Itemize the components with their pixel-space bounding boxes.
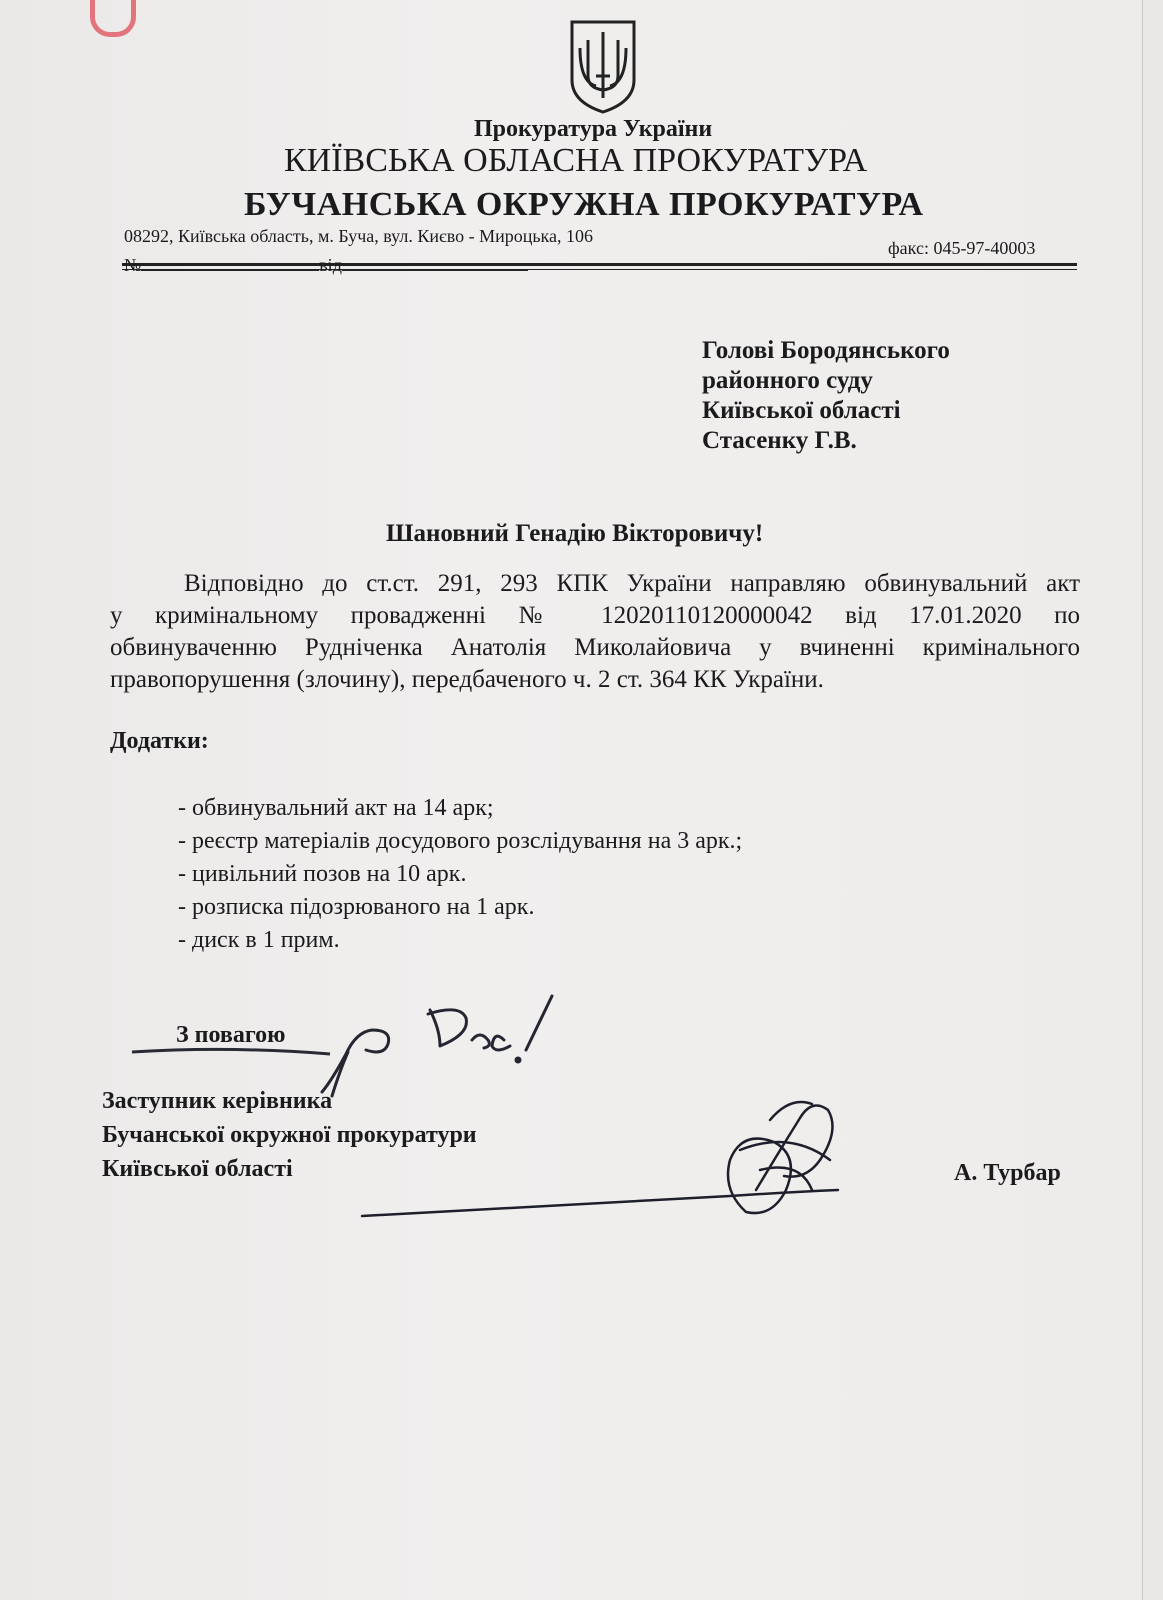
handwritten-resolution — [322, 996, 552, 1096]
body-line: обвинуваченню Рудніченка Анатолія Миколайовича у вчиненні кримінального — [110, 634, 1080, 661]
org-regional: КИЇВСЬКА ОБЛАСНА ПРОКУРАТУРА — [284, 142, 868, 179]
list-item: - обвинувальний акт на 14 арк; — [178, 795, 494, 821]
list-item: - розписка підозрюваного на 1 арк. — [178, 894, 535, 920]
list-item: - реєстр матеріалів досудового розслідування на 3 арк.; — [178, 828, 743, 854]
date-label: від — [319, 255, 342, 275]
closing: З повагою — [176, 1022, 286, 1048]
recipient-line: районного суду — [702, 367, 873, 394]
org-district: БУЧАНСЬКА ОКРУЖНА ПРОКУРАТУРА — [244, 186, 924, 223]
fax: факс: 045-97-40003 — [888, 238, 1036, 258]
body-line: Відповідно до ст.ст. 291, 293 КПК України направляю обвинувальний акт — [184, 570, 1080, 597]
recipient-line: Стасенку Г.В. — [702, 427, 857, 454]
recipient-line: Голові Бородянського — [702, 337, 950, 364]
body-line: правопорушення (злочину), передбаченого ч. 2 ст. 364 КК України. — [110, 666, 824, 693]
list-item: - диск в 1 прим. — [178, 927, 340, 953]
org-top: Прокуратура України — [474, 116, 713, 142]
signatory-line: Київської області — [102, 1156, 293, 1182]
list-item: - цивільний позов на 10 арк. — [178, 861, 467, 887]
body-line: у кримінальному провадженні № 12020110120000042 від 17.01.2020 по — [110, 602, 1080, 629]
signatory-name: А. Турбар — [954, 1160, 1061, 1186]
attachments-heading: Додатки: — [110, 728, 209, 754]
recipient-line: Київської області — [702, 397, 901, 424]
salutation: Шановний Генадію Вікторовичу! — [386, 520, 764, 547]
closing-underline-stroke — [132, 1049, 330, 1054]
address: 08292, Київська область, м. Буча, вул. Києво - Мироцька, 106 — [124, 226, 594, 246]
signatory-line: Бучанської окружної прокуратури — [102, 1122, 477, 1148]
signature — [362, 1102, 838, 1216]
signatory-line: Заступник керівника — [102, 1088, 333, 1114]
number-label: № — [124, 255, 142, 275]
